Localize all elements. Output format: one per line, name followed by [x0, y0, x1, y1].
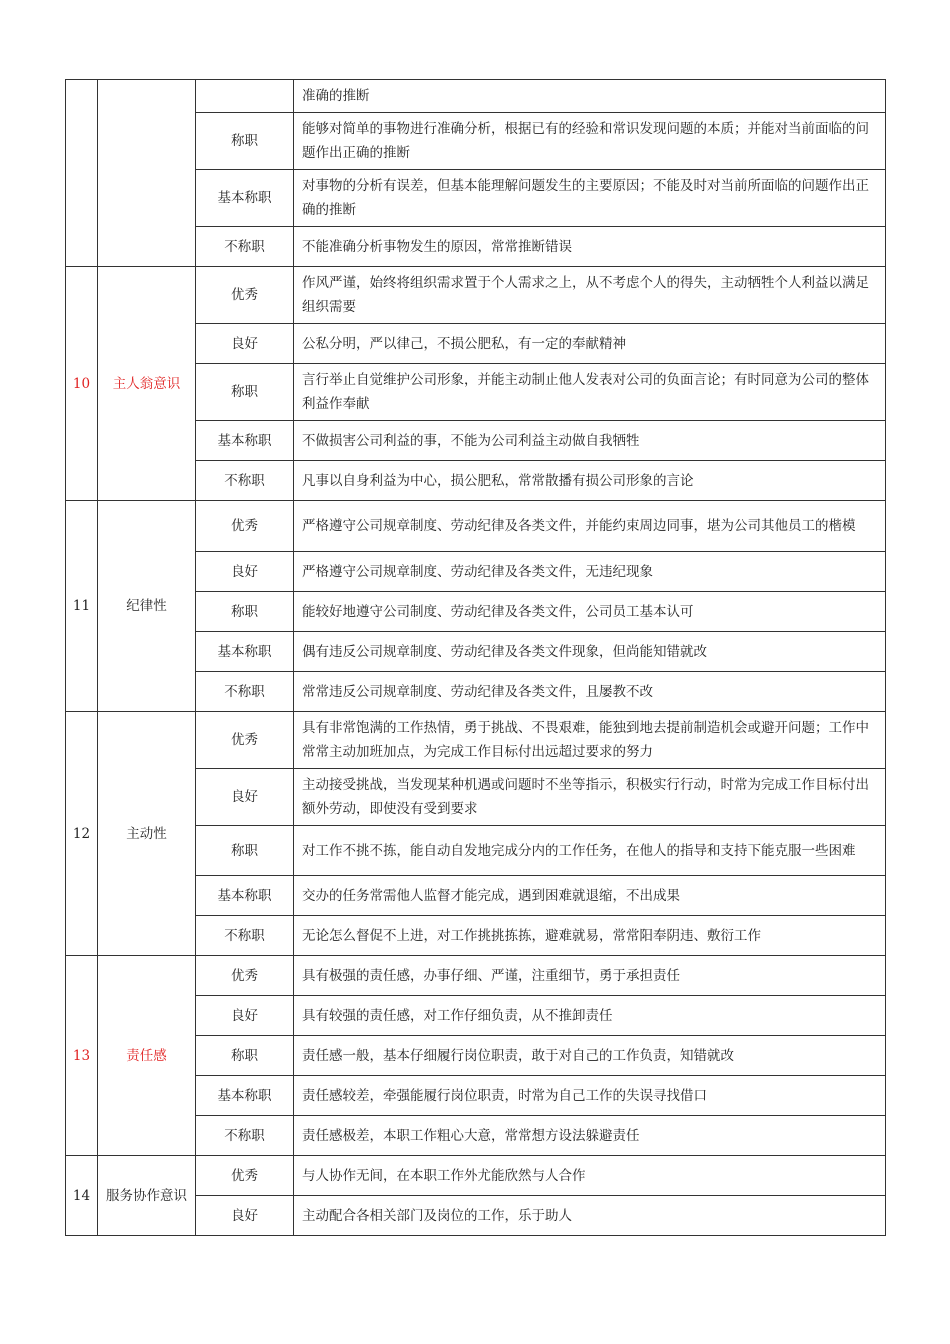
rating-description: 偶有违反公司规章制度、劳动纪律及各类文件现象，但尚能知错就改 [294, 632, 886, 672]
table-row [66, 1156, 886, 1196]
rating-description: 凡事以自身利益为中心，损公肥私，常常散播有损公司形象的言论 [294, 461, 886, 501]
table-row [66, 712, 886, 769]
rating-level: 良好 [196, 996, 294, 1036]
rating-level: 良好 [196, 769, 294, 826]
rating-description: 主动接受挑战，当发现某种机遇或问题时不坐等指示，积极实行行动，时常为完成工作目标付出额外劳动，即使没有受到要求 [294, 769, 886, 826]
rating-description: 严格遵守公司规章制度、劳动纪律及各类文件，并能约束周边同事，堪为公司其他员工的楷模 [294, 501, 886, 552]
item-number [66, 80, 98, 267]
rating-level [196, 80, 294, 113]
rating-description: 不做损害公司利益的事，不能为公司利益主动做自我牺牲 [294, 421, 886, 461]
rating-level: 基本称职 [196, 1076, 294, 1116]
rating-level: 良好 [196, 1196, 294, 1236]
rating-description: 不能准确分析事物发生的原因，常常推断错误 [294, 227, 886, 267]
rating-level: 不称职 [196, 672, 294, 712]
rating-level: 称职 [196, 592, 294, 632]
rating-description: 常常违反公司规章制度、劳动纪律及各类文件，且屡教不改 [294, 672, 886, 712]
rating-level: 良好 [196, 324, 294, 364]
rating-description: 无论怎么督促不上进，对工作挑挑拣拣，避难就易，常常阳奉阴违、敷衍工作 [294, 916, 886, 956]
rating-description: 具有非常饱满的工作热情，勇于挑战、不畏艰难，能独到地去提前制造机会或避开问题；工作中常常主动加班加点，为完成工作目标付出远超过要求的努力 [294, 712, 886, 769]
rating-level: 基本称职 [196, 421, 294, 461]
item-name: 责任感 [98, 956, 196, 1156]
rating-level: 优秀 [196, 267, 294, 324]
item-name [98, 80, 196, 267]
rating-description: 主动配合各相关部门及岗位的工作，乐于助人 [294, 1196, 886, 1236]
rating-level: 优秀 [196, 712, 294, 769]
rating-level: 优秀 [196, 1156, 294, 1196]
table-row [66, 267, 886, 324]
rating-description: 具有极强的责任感，办事仔细、严谨，注重细节，勇于承担责任 [294, 956, 886, 996]
rating-level: 基本称职 [196, 876, 294, 916]
table-row [66, 956, 886, 996]
rating-description: 责任感一般，基本仔细履行岗位职责，敢于对自己的工作负责，知错就改 [294, 1036, 886, 1076]
item-number: 12 [66, 712, 98, 956]
table-row [66, 501, 886, 552]
item-number: 10 [66, 267, 98, 501]
rating-level: 基本称职 [196, 170, 294, 227]
rating-level: 称职 [196, 826, 294, 876]
rating-description: 交办的任务常需他人监督才能完成，遇到困难就退缩，不出成果 [294, 876, 886, 916]
rating-description: 具有较强的责任感，对工作仔细负责，从不推卸责任 [294, 996, 886, 1036]
item-number: 11 [66, 501, 98, 712]
rating-description: 责任感较差，牵强能履行岗位职责，时常为自己工作的失误寻找借口 [294, 1076, 886, 1116]
rating-description: 对事物的分析有误差，但基本能理解问题发生的主要原因；不能及时对当前所面临的问题作出正确的推断 [294, 170, 886, 227]
item-name: 主人翁意识 [98, 267, 196, 501]
rating-level: 良好 [196, 552, 294, 592]
rating-level: 称职 [196, 113, 294, 170]
rating-level: 不称职 [196, 916, 294, 956]
rating-description: 对工作不挑不拣，能自动自发地完成分内的工作任务，在他人的指导和支持下能克服一些困难 [294, 826, 886, 876]
item-name: 服务协作意识 [98, 1156, 196, 1236]
rating-level: 优秀 [196, 956, 294, 996]
rating-description: 责任感极差，本职工作粗心大意，常常想方设法躲避责任 [294, 1116, 886, 1156]
rating-description: 能较好地遵守公司制度、劳动纪律及各类文件，公司员工基本认可 [294, 592, 886, 632]
rating-level: 称职 [196, 364, 294, 421]
evaluation-table [65, 79, 886, 1236]
rating-level: 不称职 [196, 227, 294, 267]
rating-level: 称职 [196, 1036, 294, 1076]
rating-description: 作风严谨，始终将组织需求置于个人需求之上，从不考虑个人的得失，主动牺牲个人利益以满足组织需要 [294, 267, 886, 324]
rating-description: 能够对简单的事物进行准确分析，根据已有的经验和常识发现问题的本质；并能对当前面临的问题作出正确的推断 [294, 113, 886, 170]
rating-description: 言行举止自觉维护公司形象，并能主动制止他人发表对公司的负面言论；有时同意为公司的整体利益作奉献 [294, 364, 886, 421]
item-number: 13 [66, 956, 98, 1156]
table-row [66, 80, 886, 113]
item-name: 主动性 [98, 712, 196, 956]
rating-description: 严格遵守公司规章制度、劳动纪律及各类文件，无违纪现象 [294, 552, 886, 592]
item-name: 纪律性 [98, 501, 196, 712]
rating-description: 公私分明，严以律己，不损公肥私，有一定的奉献精神 [294, 324, 886, 364]
rating-level: 不称职 [196, 461, 294, 501]
rating-description: 与人协作无间，在本职工作外尤能欣然与人合作 [294, 1156, 886, 1196]
item-number: 14 [66, 1156, 98, 1236]
rating-description: 准确的推断 [294, 80, 886, 113]
rating-level: 不称职 [196, 1116, 294, 1156]
rating-level: 基本称职 [196, 632, 294, 672]
rating-level: 优秀 [196, 501, 294, 552]
